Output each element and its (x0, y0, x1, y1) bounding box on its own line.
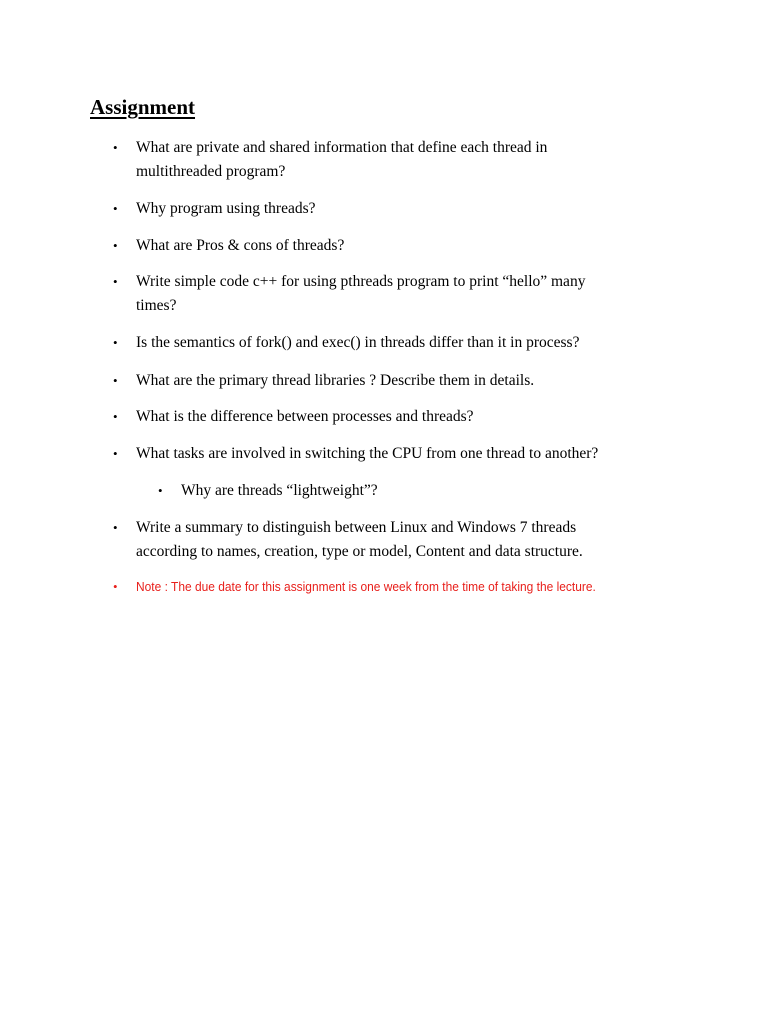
bullet-icon: • (113, 201, 118, 216)
page-title: Assignment (90, 95, 196, 119)
list-item-line: Why program using threads? (136, 200, 316, 217)
list-item-text (136, 369, 676, 393)
bullet-icon: • (113, 446, 118, 461)
list-item-line: Write simple code c++ for using pthreads program to print “hello” many (136, 273, 586, 290)
list-item-line: according to names, creation, type or model, Content and data structure. (136, 543, 583, 560)
list-item-text (136, 442, 676, 466)
bullet-icon: • (113, 579, 118, 594)
list-item-line: What is the difference between processes and threads? (136, 408, 474, 425)
list-item-text (136, 270, 676, 318)
bullet-icon: • (158, 483, 163, 498)
due-date-note: Note : The due date for this assignment is one week from the time of taking the lecture. (136, 579, 596, 594)
bullet-icon: • (113, 140, 118, 155)
list-item-line: What tasks are involved in switching the CPU from one thread to another? (136, 445, 599, 462)
bullet-icon: • (113, 373, 118, 388)
bullet-icon: • (113, 335, 118, 350)
list-item-line: Write a summary to distinguish between Linux and Windows 7 threads (136, 519, 577, 536)
list-item-text (136, 405, 676, 429)
list-item-line: What are private and shared information that define each thread in (136, 139, 548, 156)
list-item-line: multithreaded program? (136, 163, 286, 180)
list-item-text (136, 516, 676, 564)
list-item-line: What are the primary thread libraries ? Describe them in details. (136, 372, 535, 389)
list-item-text (136, 234, 676, 258)
list-item-text (136, 331, 676, 355)
bullet-icon: • (113, 274, 118, 289)
note-text-wrapper (136, 575, 676, 599)
list-item-line: Is the semantics of fork() and exec() in threads differ than it in process? (136, 334, 580, 351)
bullet-icon: • (113, 238, 118, 253)
bullet-icon: • (113, 520, 118, 535)
list-item-text (136, 136, 676, 184)
bullet-icon: • (113, 409, 118, 424)
list-item-text (136, 197, 676, 221)
list-item-text (181, 479, 721, 503)
list-item-line: Why are threads “lightweight”? (181, 482, 378, 499)
list-item-line: What are Pros & cons of threads? (136, 237, 345, 254)
list-item-line: times? (136, 297, 177, 314)
